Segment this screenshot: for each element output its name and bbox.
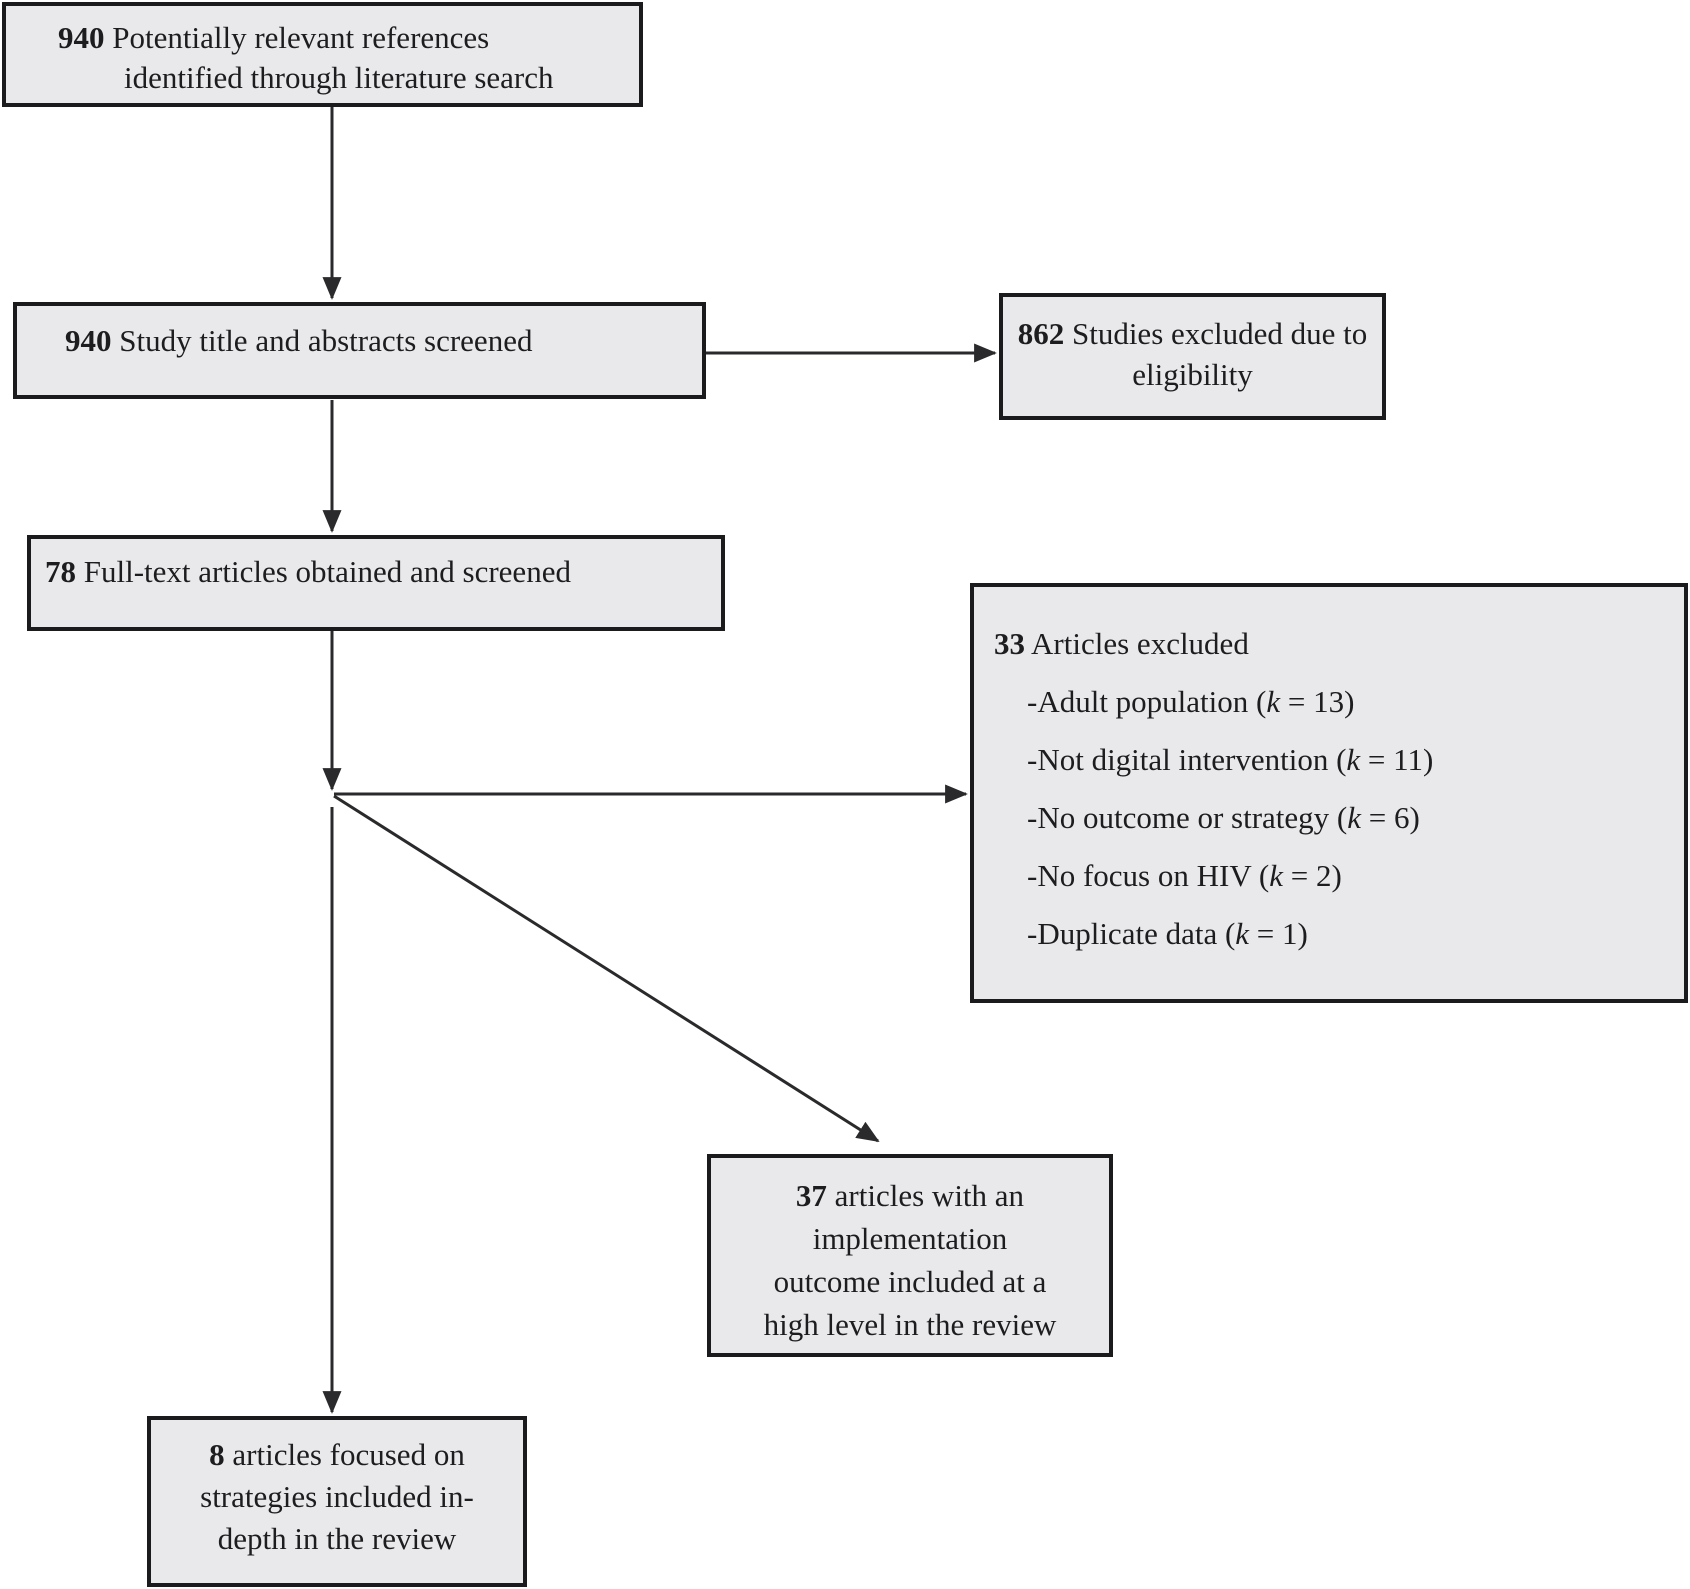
box-line <box>58 18 629 58</box>
box-line: high level in the review <box>763 1307 1057 1342</box>
box-indepth-strategies <box>147 1416 527 1587</box>
box-articles-excluded <box>970 583 1688 1003</box>
box-line: outcome included at a <box>773 1264 1047 1299</box>
box-text: Potentially relevant references <box>112 20 490 55</box>
box-line: eligibility <box>1132 357 1253 392</box>
exclusion-reason <box>974 731 1684 789</box>
box-line: depth in the review <box>217 1521 457 1556</box>
box-line <box>711 1174 1109 1217</box>
box-fulltext-screened <box>27 535 725 631</box>
count-screened: 940 <box>65 323 112 358</box>
reason-count: = 2) <box>1282 858 1342 893</box>
count-indepth: 8 <box>209 1437 225 1472</box>
reason-text: -Adult population ( <box>1027 684 1267 719</box>
exclusion-reason <box>974 847 1684 905</box>
box-implementation-outcome <box>707 1154 1113 1357</box>
box-text: Full-text articles obtained and screened <box>83 554 571 589</box>
reason-count: = 13) <box>1280 684 1355 719</box>
k-symbol: k <box>1269 858 1283 893</box>
reason-text: -No outcome or strategy ( <box>1027 800 1348 835</box>
box-text: Articles excluded <box>1031 626 1249 661</box>
k-symbol: k <box>1347 800 1361 835</box>
box-line: identified through literature search <box>124 60 554 95</box>
k-symbol: k <box>1235 916 1250 951</box>
exclusion-reason <box>974 673 1684 731</box>
box-text: articles focused on <box>232 1437 465 1472</box>
box-line <box>1003 313 1382 354</box>
k-symbol: k <box>1266 684 1281 719</box>
reason-count: = 11) <box>1360 742 1434 777</box>
box-text: Studies excluded due to <box>1071 316 1368 351</box>
box-line <box>974 615 1684 673</box>
exclusion-reason <box>974 789 1684 847</box>
count-identified: 940 <box>58 20 105 55</box>
count-excluded-eligibility: 862 <box>1017 316 1065 351</box>
box-line: implementation <box>812 1221 1008 1256</box>
count-articles-excluded: 33 <box>994 626 1025 661</box>
count-fulltext: 78 <box>45 554 76 589</box>
box-line <box>45 551 715 593</box>
box-line: strategies included in- <box>200 1479 474 1514</box>
box-line <box>151 1434 523 1476</box>
exclusion-reason <box>974 905 1684 963</box>
box-titles-abstracts-screened <box>13 302 706 399</box>
reason-count: = 6) <box>1361 800 1420 835</box>
box-line <box>65 321 692 361</box>
box-text: Study title and abstracts screened <box>119 323 533 358</box>
box-studies-excluded-eligibility <box>999 293 1386 420</box>
reason-text: -No focus on HIV ( <box>1027 858 1270 893</box>
arrow-junction-to-implementation_outcome <box>334 796 878 1141</box>
box-references-identified <box>2 2 643 107</box>
box-text: articles with an <box>834 1178 1025 1213</box>
reason-count: = 1) <box>1249 916 1308 951</box>
k-symbol: k <box>1346 742 1361 777</box>
count-implementation-outcome: 37 <box>795 1178 827 1213</box>
reason-text: -Duplicate data ( <box>1027 916 1236 951</box>
reason-text: -Not digital intervention ( <box>1027 742 1347 777</box>
